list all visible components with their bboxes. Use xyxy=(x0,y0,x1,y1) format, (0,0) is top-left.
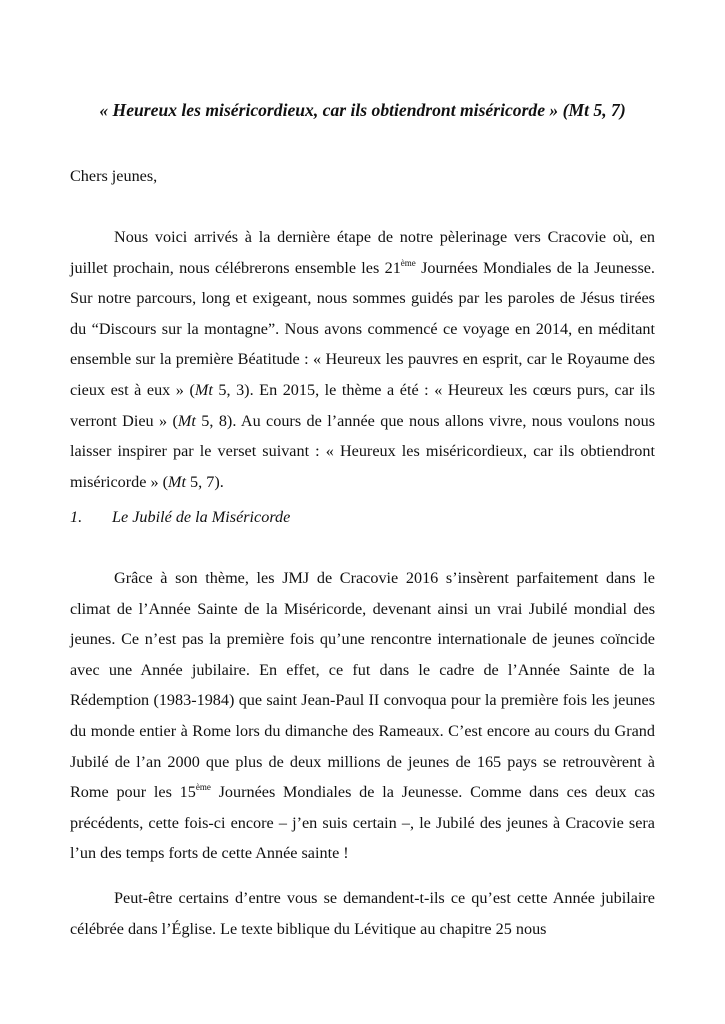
superscript: ème xyxy=(400,257,416,268)
paragraph-text: Grâce à son thème, les JMJ de Cracovie 2016 s’insèrent parfaitement dans le climat de l’Année Sainte de la Miséricorde, devenant ainsi un vrai Jubilé mondial des jeunes. Ce n’est pas la première fois qu’une rencontre internationale de jeunes coïncide avec une Année jubilaire. En effet, ce fut dans le cadre de l’Année Sainte de la Rédemption (1983-1984) que saint Jean-Paul II convoqua pour la première fois les jeunes du monde entier à Rome lors du dimanche des Rameaux. C’est encore au cours du Grand Jubilé de l’an 2000 que plus de deux millions de jeunes de 165 pays se retrouvèrent à Rome pour les 15 xyxy=(70,569,655,802)
salutation: Chers jeunes, xyxy=(70,167,158,185)
paragraph-text: Nous voici arrivés à la dernière étape de notre pèlerinage vers Cracovie où, en juillet prochain, nous célébrerons ensemble les 21 xyxy=(70,228,655,277)
paragraph-leviticus xyxy=(70,883,655,944)
section-title: Le Jubilé de la Miséricorde xyxy=(112,508,291,526)
title-quote: « Heureux les miséricordieux, car ils obtiendront miséricorde » xyxy=(99,100,559,120)
paragraph-text: Journées Mondiales de la Jeunesse. Sur notre parcours, long et exigeant, nous sommes guidés par les paroles de Jésus tirées du “Discours sur la montagne”. Nous avons commencé ce voyage en 2014, en méditant ensemble sur la première Béatitude : « Heureux les pauvres en esprit, car le Royaume des cieux est à eux » ( xyxy=(70,258,655,399)
citation-book: Mt xyxy=(194,380,213,399)
paragraph-text: 5, 7). xyxy=(185,472,224,491)
citation-book: Mt xyxy=(177,411,196,430)
section-heading xyxy=(70,508,290,527)
citation-book: Mt xyxy=(168,472,186,491)
paragraph-text: 5, 3). En 2015, le thème a été : « Heureux les cœurs purs, car ils verront Dieu » ( xyxy=(70,380,656,430)
superscript: ème xyxy=(195,782,211,793)
paragraph-jubilee xyxy=(70,563,655,869)
paragraph-text: 5, 8). Au cours de l’année que nous allons vivre, nous voulons nous laisser inspirer par le verset suivant : « Heureux les miséricordieux, car ils obtiendront miséricorde » ( xyxy=(70,411,655,491)
paragraph-text: Peut-être certains d’entre vous se demandent-t-ils ce qu’est cette Année jubilaire célébrée dans l’Église. Le texte biblique du Lévitique au chapitre 25 nous xyxy=(70,889,655,938)
title-reference: (Mt 5, 7) xyxy=(562,100,626,120)
section-number: 1. xyxy=(70,508,83,526)
paragraph-intro xyxy=(70,222,655,497)
document-title xyxy=(70,100,655,121)
paragraph-text: Journées Mondiales de la Jeunesse. Comme dans ces deux cas précédents, cette fois-ci encore – j’en suis certain –, le Jubilé des jeunes à Cracovie sera l’un des temps forts de cette Année sainte ! xyxy=(70,783,655,863)
